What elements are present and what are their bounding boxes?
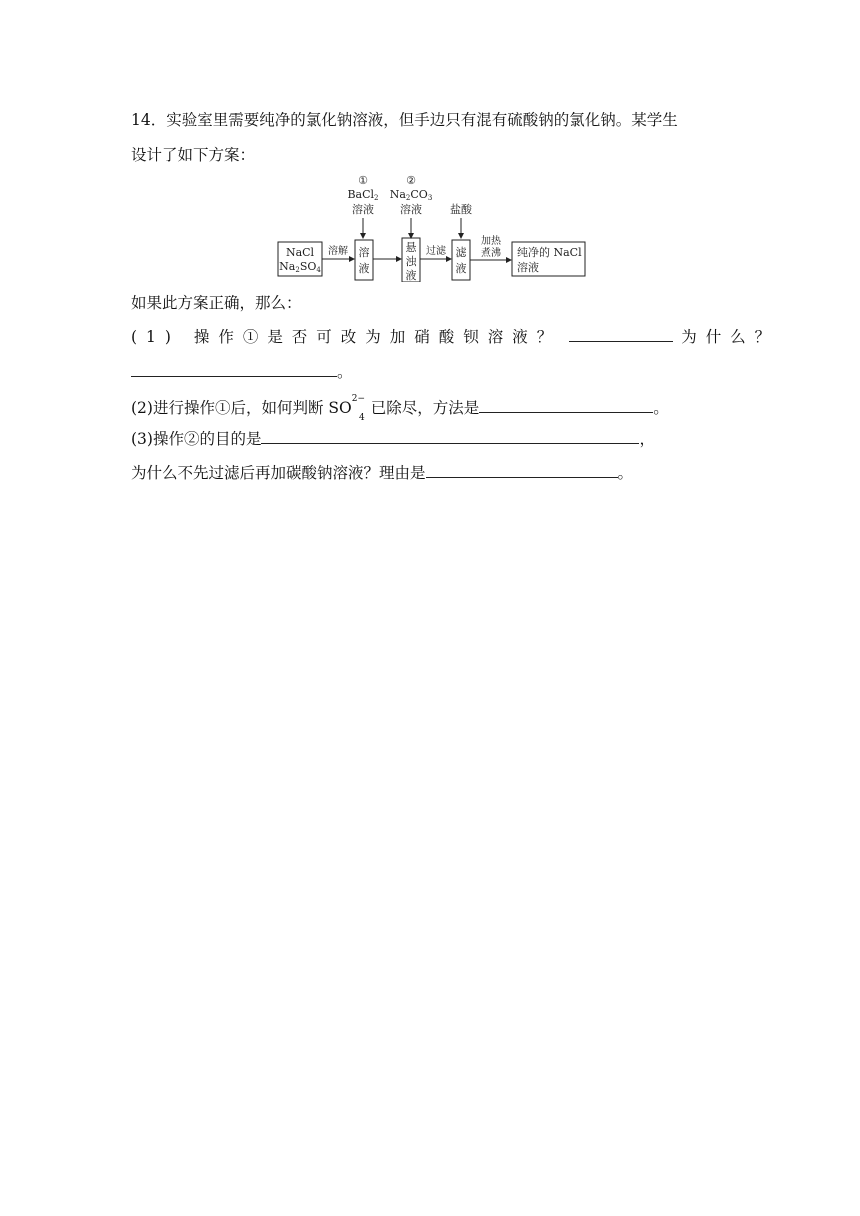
q3-text: (3)操作②的目的是	[131, 430, 262, 448]
question-intro-text: 实验室里需要纯净的氯化钠溶液，但手边只有混有硫酸钠的氯化钠。某学生	[166, 111, 678, 129]
q3-end: ，	[639, 430, 655, 448]
process-flowchart	[275, 172, 595, 282]
subquestion-1-line2	[131, 361, 353, 382]
box2-line3: 液	[405, 269, 417, 282]
start-line2-b: SO	[299, 260, 317, 273]
q2-ion-sub: 4	[359, 413, 365, 424]
reagent1-state: 溶液	[352, 203, 374, 216]
q2-end: 。	[653, 399, 669, 418]
reagent1-sub: 2	[374, 194, 379, 202]
box2-line1: 悬	[405, 241, 417, 254]
question-intro-line2: 设计了如下方案：	[131, 146, 256, 164]
q2-answer-blank[interactable]	[479, 397, 653, 413]
q2-text: (2)进行操作①后，如何判断 SO	[131, 399, 352, 418]
q3-end-2: 。	[617, 464, 634, 482]
reagent2-name-a: Na	[389, 188, 406, 201]
reagent-na2co3-label	[390, 174, 433, 216]
subquestion-3-line2	[131, 462, 633, 483]
q2-text-2: 已除尽，方法是	[370, 399, 480, 418]
start-line2-sub-a: 2	[295, 266, 300, 274]
box3-line1: 滤	[455, 246, 467, 259]
box3-line2: 液	[455, 262, 467, 275]
reagent3-label: 盐酸	[450, 203, 472, 216]
step1-label: 溶解	[328, 246, 348, 257]
q1-answer-blank-1[interactable]	[569, 326, 673, 342]
step3-label-line2: 煮沸	[481, 248, 501, 259]
q1-text: (1) 操作①是否可改为加硝酸钡溶液？	[131, 328, 562, 346]
reagent2-state: 溶液	[400, 203, 422, 216]
q1-why: 为什么？	[681, 328, 780, 346]
svg-text:Na2CO3	[390, 188, 433, 202]
q1-end: 。	[337, 363, 353, 381]
end-line1: 纯净的 NaCl	[517, 246, 582, 259]
subquestion-3	[131, 428, 655, 449]
q1-answer-blank-2[interactable]	[131, 361, 337, 377]
condition-text: 如果此方案正确，那么：	[131, 294, 302, 312]
q2-ion-charge: 2−	[351, 394, 365, 404]
svg-text:Na2SO4	[279, 260, 321, 274]
svg-text:BaCl2	[347, 188, 378, 202]
reagent1-mark: ①	[358, 174, 368, 187]
step3-label-line1: 加热	[481, 236, 501, 247]
reagent2-sub-a: 2	[405, 194, 411, 202]
reagent2-mark: ②	[406, 174, 416, 187]
start-line2-sub-b: 4	[316, 266, 321, 274]
box1-line1: 溶	[358, 246, 370, 259]
q3-answer-blank-1[interactable]	[261, 428, 639, 444]
reagent2-name-b: CO	[410, 188, 428, 201]
box1-line2: 液	[358, 262, 370, 275]
question-number: 14．	[131, 111, 167, 129]
reagent-bacl2-label	[347, 174, 378, 216]
reagent2-sub-b: 3	[427, 194, 433, 202]
subquestion-1	[131, 326, 780, 347]
start-line2-a: Na	[279, 260, 296, 273]
q3-text-2: 为什么不先过滤后再加碳酸钠溶液？理由是	[131, 464, 426, 482]
box2-line2: 浊	[405, 255, 417, 268]
reagent1-name: BaCl	[347, 188, 375, 201]
q3-answer-blank-2[interactable]	[426, 462, 618, 478]
step2-label: 过滤	[426, 246, 446, 257]
end-line2: 溶液	[517, 261, 539, 274]
subquestion-2	[131, 395, 669, 425]
start-line1: NaCl	[285, 246, 315, 259]
question-intro-line1	[131, 110, 678, 130]
